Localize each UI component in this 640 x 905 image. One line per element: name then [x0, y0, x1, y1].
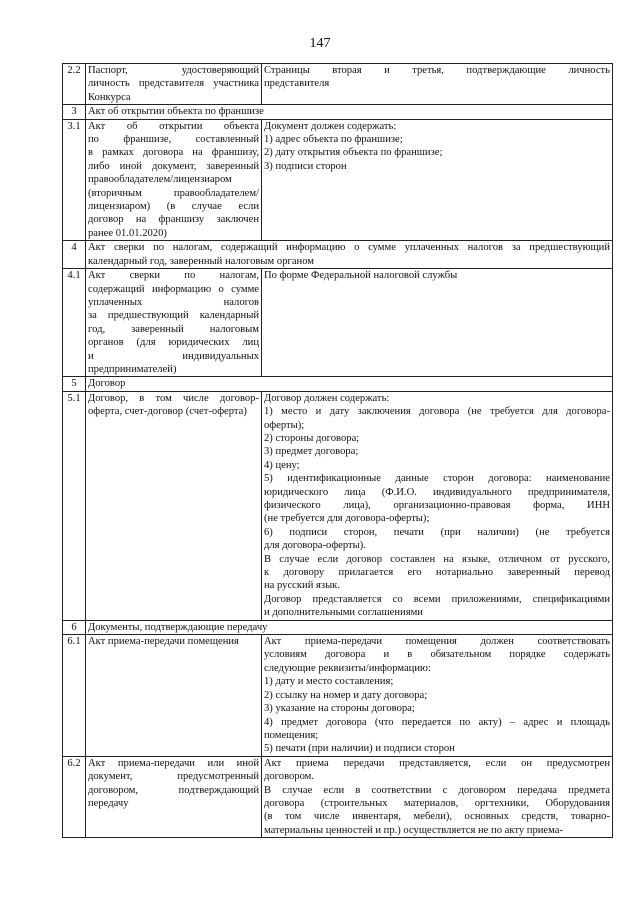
text-line: 1) адрес объекта по франшизе; — [264, 134, 403, 146]
row-number: 4 — [63, 241, 86, 269]
text-line: для договора-оферты). — [264, 540, 366, 552]
item-row — [63, 64, 613, 105]
text-line: 5) идентификационные данные сторон договора: наименование — [264, 473, 610, 485]
text-line: следующие реквизиты/информацию: — [264, 662, 431, 674]
document-name — [86, 391, 262, 620]
section-row — [63, 105, 613, 119]
document-name — [86, 635, 262, 757]
text-line: 6) подписи сторон, печати (при наличии) (не требуется — [264, 526, 610, 538]
text-line: Договор должен содержать: — [264, 392, 390, 404]
text-line: договором, подтверждающий — [88, 784, 259, 796]
section-row — [63, 377, 613, 391]
text-line: Конкурса — [88, 91, 131, 103]
text-line: 3) предмет договора; — [264, 446, 359, 458]
text-line: Акт об открытии объекта по франшизе — [88, 106, 264, 118]
section-title — [86, 241, 613, 269]
document-requirements — [262, 635, 613, 757]
text-line: органов (для юридических лиц — [88, 337, 259, 349]
text-line: (не требуется для договора-оферты); — [264, 513, 430, 525]
text-line: 2) стороны договора; — [264, 432, 360, 444]
text-line: 1) дату и место составления; — [264, 676, 394, 688]
text-line: Акт сверки по налогам, — [88, 270, 259, 282]
text-line: Договор — [88, 378, 126, 390]
row-number: 3 — [63, 105, 86, 119]
text-line: правообладателем/лицензиаром — [88, 174, 232, 186]
text-line: Акт приема-передачи помещения — [88, 636, 239, 648]
document-name — [86, 64, 262, 105]
row-number: 6 — [63, 620, 86, 634]
text-line: либо иной документ, заверенный — [88, 160, 259, 172]
document-requirements — [262, 64, 613, 105]
text-line: календарный год, заверенный налоговым органом — [88, 255, 315, 267]
text-line: и индивидуальных — [88, 350, 259, 362]
section-row — [63, 620, 613, 634]
text-line: 5) печати (при наличии) и подписи сторон — [264, 743, 455, 755]
text-line: 4) предмет договора (что передается по акту) – адрес и площадь — [264, 716, 610, 728]
item-row — [63, 269, 613, 377]
text-line: ранее 01.01.2020) — [88, 227, 167, 239]
text-line: договора (строительных материалов, оргтехники, Оборудования — [264, 797, 610, 809]
text-line: помещения; — [264, 729, 319, 741]
text-line: в рамках договора на франшизу, — [88, 147, 259, 159]
text-line: Договор представляется со всеми приложениями, спецификациями — [264, 593, 610, 605]
item-row — [63, 635, 613, 757]
text-line: условиям договора и в обязательном порядке содержать — [264, 649, 610, 661]
text-line: В случае если в соответствии с договором передача предмета — [264, 784, 610, 796]
document-requirements — [262, 119, 613, 241]
text-line: Акт приема передачи представляется, если он предусмотрен — [264, 757, 610, 769]
text-line: 4) цену; — [264, 459, 300, 471]
text-line: договор на франшизу заключен — [88, 214, 259, 226]
text-line: юридического лица (Ф.И.О. индивидуального предпринимателя, — [264, 486, 610, 498]
row-number: 6.1 — [63, 635, 86, 757]
text-line: Акт об открытии объекта — [88, 120, 259, 132]
item-row — [63, 391, 613, 620]
row-number: 6.2 — [63, 756, 86, 837]
text-line: По форме Федеральной налоговой службы — [264, 270, 458, 282]
text-line: договором. — [264, 771, 315, 783]
text-line: (вторичным правообладателем/ — [88, 187, 259, 199]
text-line: на русский язык. — [264, 580, 340, 592]
section-title — [86, 105, 613, 119]
text-line: документ, предусмотренный — [88, 771, 259, 783]
text-line: год, заверенный налоговым — [88, 323, 259, 335]
row-number: 5 — [63, 377, 86, 391]
text-line: Акт приема-передачи или иной — [88, 757, 259, 769]
document-name — [86, 756, 262, 837]
document-requirements — [262, 756, 613, 837]
item-row — [63, 756, 613, 837]
text-line: к договору прилагается его нотариально заверенный перевод — [264, 567, 610, 579]
text-line: 2) дату открытия объекта по франшизе; — [264, 147, 443, 159]
text-line: В случае если договор составлен на языке, отличном от русского, — [264, 553, 610, 565]
item-row — [63, 119, 613, 241]
text-line: уплаченных налогов — [88, 296, 259, 308]
text-line: Акт сверки по налогам, содержащий информацию о сумме уплаченных налогов за предшествующий — [88, 242, 610, 254]
text-line: 3) подписи сторон — [264, 160, 347, 172]
text-line: передачу — [88, 797, 129, 809]
section-title — [86, 377, 613, 391]
document-requirements — [262, 391, 613, 620]
text-line: материальны ценностей и пр.) осуществляется не по акту приема- — [264, 824, 563, 836]
requirements-table — [62, 63, 613, 838]
document-name — [86, 119, 262, 241]
row-number: 3.1 — [63, 119, 86, 241]
row-number: 4.1 — [63, 269, 86, 377]
text-line: предпринимателей) — [88, 363, 177, 375]
text-line: Паспорт, удостоверяющий — [88, 65, 259, 76]
text-line: по франшизе, составленный — [88, 134, 259, 146]
text-line: Страницы вторая и третья, подтверждающие личность — [264, 65, 610, 76]
text-line: Документ должен содержать: — [264, 120, 397, 132]
text-line: физического лица), организационно-правовая форма, ИНН — [264, 500, 610, 511]
row-number: 5.1 — [63, 391, 86, 620]
page-number: 147 — [309, 36, 331, 51]
text-line: оферта, счет-договор (счет-оферта) — [88, 406, 247, 418]
text-line: Договор, в том числе договор- — [88, 392, 259, 404]
text-line: Документы, подтверждающие передачу — [88, 621, 268, 633]
text-line: оферты); — [264, 419, 305, 431]
row-number: 2.2 — [63, 64, 86, 105]
document-name — [86, 269, 262, 377]
section-row — [63, 241, 613, 269]
text-line: 3) указание на стороны договора; — [264, 703, 415, 715]
text-line: (в том числе инвентаря, мебели), основных средств, товарно- — [264, 811, 610, 823]
text-line: и дополнительными соглашениями — [264, 607, 423, 619]
text-line: личность представителя участника — [88, 78, 259, 90]
text-line: 1) место и дату заключения договора (не требуется для договора- — [264, 406, 610, 418]
text-line: 2) ссылку на номер и дату договора; — [264, 689, 428, 701]
text-line: Акт приема-передачи помещения должен соответствовать — [264, 636, 610, 648]
text-line: содержащий информацию о сумме — [88, 283, 259, 295]
document-requirements — [262, 269, 613, 377]
text-line: за предшествующий календарный — [88, 310, 259, 322]
text-line: представителя — [264, 78, 330, 90]
text-line: лицензиаром) (в случае если — [88, 201, 259, 213]
section-title — [86, 620, 613, 634]
